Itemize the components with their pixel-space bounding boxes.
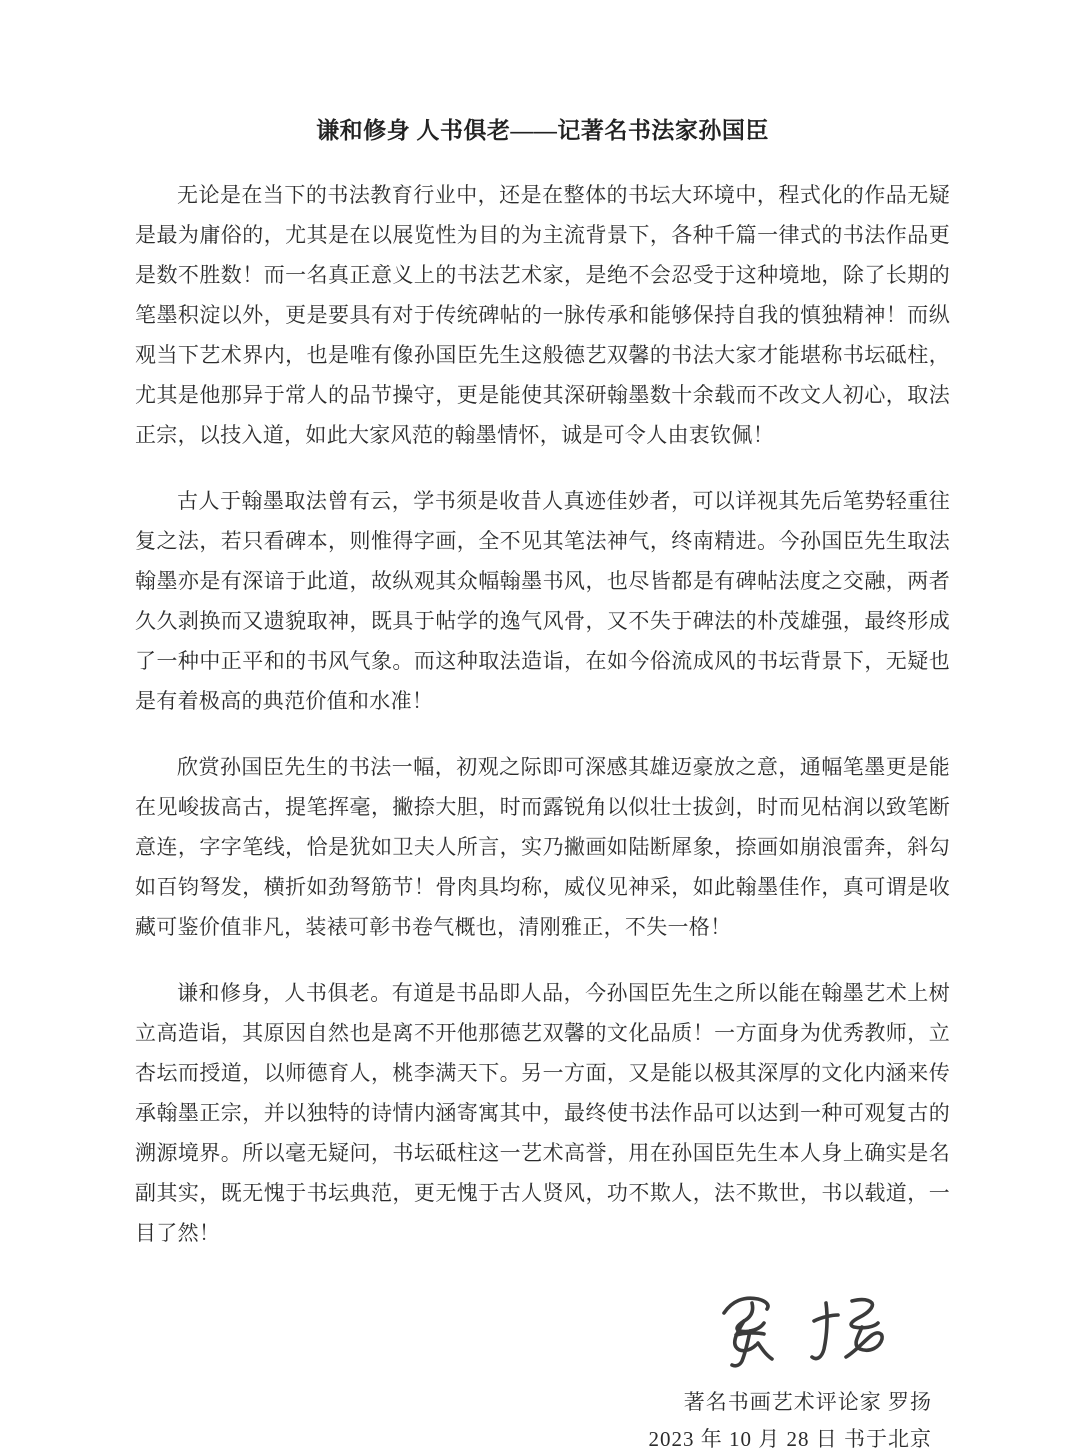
- article-title: 谦和修身 人书俱老——记著名书法家孙国臣: [316, 118, 769, 143]
- paragraph-3: 欣赏孙国臣先生的书法一幅，初观之际即可深感其雄迈豪放之意，通幅笔墨更是能在见峻拔高古，提笔挥毫，撇捺大胆，时而露锐角以似壮士拔剑，时而见枯润以致笔断意连，字字笔线，恰是犹如卫夫人所言，实乃撇画如陆断犀象，捺画如崩浪雷奔，斜勾如百钧弩发，横折如劲弩筋节！骨肉具均称，威仪见神采，如此翰墨佳作，真可谓是收藏可鉴价值非凡，装裱可彰书卷气概也，清刚雅正，不失一格！: [135, 755, 950, 939]
- signature-block: [135, 1287, 950, 1454]
- paragraph-1: 无论是在当下的书法教育行业中，还是在整体的书坛大环境中，程式化的作品无疑是最为庸俗的，尤其是在以展览性为目的为主流背景下，各种千篇一律式的书法作品更是数不胜数！而一名真正意义上的书法艺术家，是绝不会忍受于这种境地，除了长期的笔墨积淀以外，更是要具有对于传统碑帖的一脉传承和能够保持自我的慎独精神！而纵观当下艺术界内，也是唯有像孙国臣先生这般德艺双馨的书法大家才能堪称书坛砥柱，尤其是他那异于常人的品节操守，更是能使其深研翰墨数十余载而不改文人初心，取法正宗，以技入道，如此大家风范的翰墨情怀，诚是可令人由衷钦佩！: [135, 183, 950, 447]
- signature-date: 2023 年 10 月 28 日 书于北京: [648, 1427, 932, 1451]
- paragraph-4: 谦和修身，人书俱老。有道是书品即人品，今孙国臣先生之所以能在翰墨艺术上树立高造诣，其原因自然也是离不开他那德艺双馨的文化品质！一方面身为优秀教师，立杏坛而授道，以师德育人，桃李满天下。另一方面，又是能以极其深厚的文化内涵来传承翰墨正宗，并以独特的诗情内涵寄寓其中，最终使书法作品可以达到一种可观复古的溯源境界。所以毫无疑问，书坛砥柱这一艺术高誉，用在孙国臣先生本人身上确实是名副其实，既无愧于书坛典范，更无愧于古人贤风，功不欺人，法不欺世，书以载道，一目了然！: [135, 981, 950, 1245]
- handwritten-signature-image: [714, 1287, 904, 1375]
- signature-attribution: 著名书画艺术评论家 罗扬: [683, 1390, 932, 1414]
- paragraph-2: 古人于翰墨取法曾有云，学书须是收昔人真迹佳妙者，可以详视其先后笔势轻重往复之法，若只看碑本，则惟得字画，全不见其笔法神气，终南精进。今孙国臣先生取法翰墨亦是有深谙于此道，故纵观其众幅翰墨书风，也尽皆都是有碑帖法度之交融，两者久久剥换而又遗貌取神，既具于帖学的逸气风骨，又不失于碑法的朴茂雄强，最终形成了一种中正平和的书风气象。而这种取法造诣，在如今俗流成风的书坛背景下，无疑也是有着极高的典范价值和水准！: [135, 489, 950, 713]
